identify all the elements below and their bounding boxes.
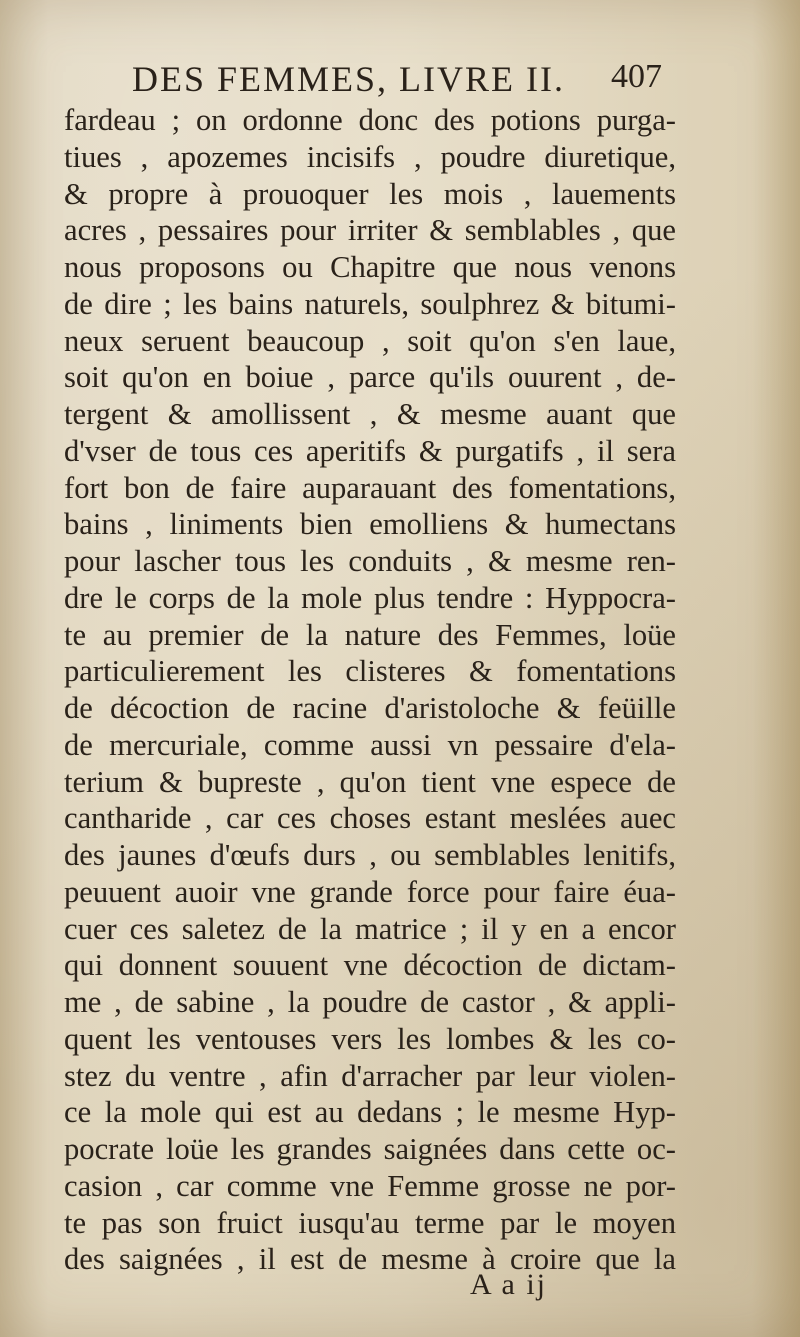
text-line: peuuent auoir vne grande force pour faire éua- [64,874,676,909]
text-line: te au premier de la nature des Femmes, loüe [64,617,676,652]
text-line: stez du ventre , afin d'arracher par leur violen- [64,1058,676,1093]
text-line: bains , liniments bien emolliens & humectans [64,507,676,542]
running-head [132,58,662,102]
text-line: de décoction de racine d'aristoloche & feüille [64,691,676,725]
text-line: particulierement les clisteres & fomentations [64,654,676,689]
running-title: DES FEMMES, LIVRE II. [132,59,566,99]
text-line: pocrate loüe les grandes saignées dans cette oc- [64,1132,676,1166]
text-line: acres , pessaires pour irriter & semblables , que [64,213,676,248]
text-line: te pas son fruict iusqu'au terme par le moyen [64,1205,676,1240]
text-line: dre le corps de la mole plus tendre : Hyppocra- [64,580,676,615]
text-line: cantharide , car ces choses estant meslées auec [64,801,676,836]
text-line: de dire ; les bains naturels, soulphrez & bitumi- [64,286,676,321]
text-line: d'vser de tous ces aperitifs & purgatifs , il sera [64,433,676,468]
text-line: nous proposons ou Chapitre que nous venons [64,250,676,284]
text-line: de mercuriale, comme aussi vn pessaire d'ela- [64,727,676,762]
text-line: me , de sabine , la poudre de castor , & appli- [64,985,676,1019]
text-line: des saignées , il est de mesme à croire que la [64,1242,676,1277]
text-line: qui donnent souuent vne décoction de dictam- [64,948,676,983]
signature-mark: A a ij [470,1268,547,1301]
text-line: terium & bupreste , qu'on tient vne espece de [64,764,676,799]
body-text [64,102,676,1278]
text-line: ce la mole qui est au dedans ; le mesme Hyp- [64,1095,676,1130]
page-number: 407 [611,58,662,95]
text-line: neux seruent beaucoup , soit qu'on s'en laue, [64,323,676,358]
text-line: tiues , apozemes incisifs , poudre diuretique, [64,139,676,174]
text-line: quent les ventouses vers les lombes & les co- [64,1021,676,1056]
text-line: & propre à prouoquer les mois , lauements [64,176,676,211]
text-line: des jaunes d'œufs durs , ou semblables lenitifs, [64,838,676,872]
text-line: tergent & amollissent , & mesme auant que [64,397,676,431]
text-line: fardeau ; on ordonne donc des potions purga- [64,103,676,137]
text-line: casion , car comme vne Femme grosse ne por- [64,1168,676,1203]
text-line: pour lascher tous les conduits , & mesme ren- [64,544,676,578]
text-line: fort bon de faire auparauant des fomentations, [64,470,676,505]
text-line: soit qu'on en boiue , parce qu'ils ouurent , de- [64,360,676,395]
text-line: cuer ces saletez de la matrice ; il y en a encor [64,911,676,946]
